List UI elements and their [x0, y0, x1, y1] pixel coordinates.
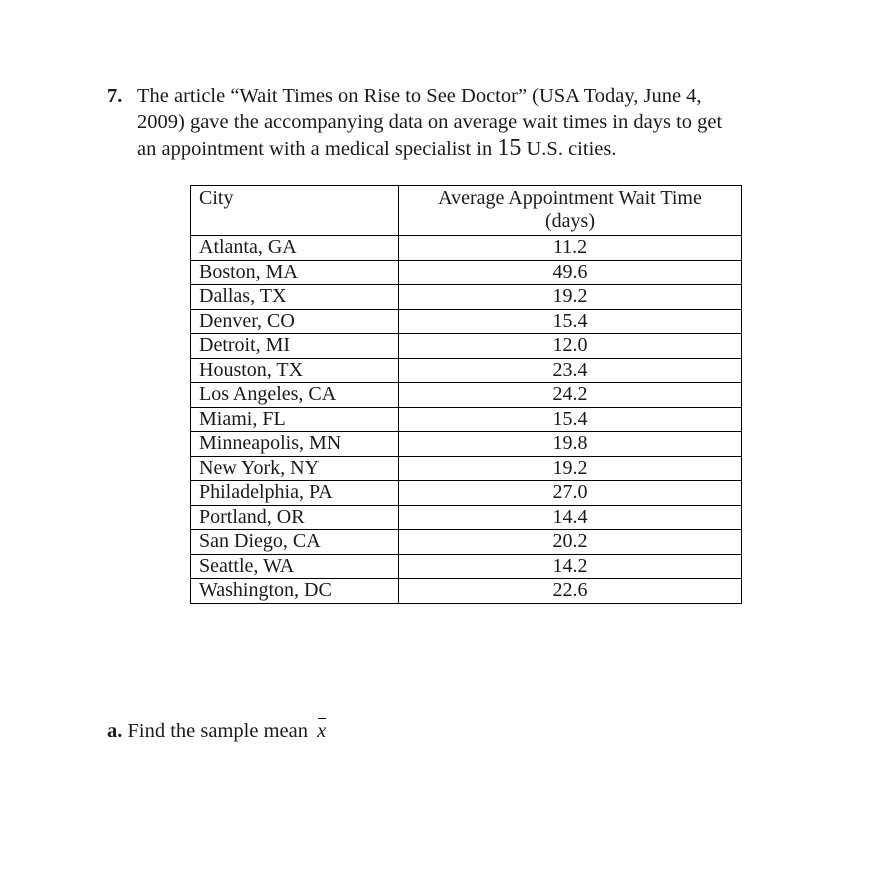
table-row [191, 456, 742, 481]
table-body [191, 236, 742, 604]
problem-line-3-end: U.S. cities. [521, 138, 617, 160]
table-row [191, 260, 742, 285]
city-cell: Seattle, WA [191, 554, 399, 579]
problem-number: 7. [107, 85, 123, 107]
wait-time-cell: 24.2 [399, 383, 742, 408]
table-row [191, 505, 742, 530]
city-cell: Minneapolis, MN [191, 432, 399, 457]
problem-text [137, 83, 767, 162]
wait-time-cell: 23.4 [399, 358, 742, 383]
wait-time-cell: 15.4 [399, 407, 742, 432]
city-cell: Portland, OR [191, 505, 399, 530]
table-row [191, 579, 742, 604]
problem-statement [107, 83, 767, 162]
wait-time-cell: 12.0 [399, 334, 742, 359]
table-row [191, 358, 742, 383]
city-cell: Dallas, TX [191, 285, 399, 310]
wait-time-cell: 20.2 [399, 530, 742, 555]
city-cell: San Diego, CA [191, 530, 399, 555]
city-cell: Los Angeles, CA [191, 383, 399, 408]
table-row [191, 530, 742, 555]
part-a [107, 717, 326, 743]
table-row [191, 407, 742, 432]
city-cell: New York, NY [191, 456, 399, 481]
table-row [191, 383, 742, 408]
city-column-header: City [191, 186, 399, 236]
wait-time-cell: 27.0 [399, 481, 742, 506]
wait-times-table [190, 185, 742, 604]
sample-mean-symbol: x [317, 717, 326, 743]
part-a-label: a. [107, 720, 123, 742]
city-cell: Miami, FL [191, 407, 399, 432]
city-cell: Denver, CO [191, 309, 399, 334]
problem-line-2: 2009) gave the accompanying data on average wait times in days to get [137, 111, 723, 133]
city-cell: Detroit, MI [191, 334, 399, 359]
city-cell: Atlanta, GA [191, 236, 399, 261]
table-row [191, 554, 742, 579]
wait-time-column-header [399, 186, 742, 236]
city-count: 15 [497, 135, 522, 161]
table-row [191, 481, 742, 506]
table-row [191, 432, 742, 457]
part-a-text: Find the sample mean [127, 720, 314, 742]
wait-time-cell: 15.4 [399, 309, 742, 334]
table-row [191, 309, 742, 334]
table-header-row [191, 186, 742, 236]
table-row [191, 334, 742, 359]
wait-header-line-2: (days) [545, 210, 595, 232]
problem-line-3 [137, 135, 767, 162]
problem-line-1: The article “Wait Times on Rise to See Doctor” (USA Today, June 4, [137, 85, 702, 107]
city-cell: Boston, MA [191, 260, 399, 285]
wait-time-cell: 14.4 [399, 505, 742, 530]
wait-header-line-1: Average Appointment Wait Time [438, 187, 702, 209]
table-row [191, 236, 742, 261]
city-cell: Houston, TX [191, 358, 399, 383]
wait-time-cell: 14.2 [399, 554, 742, 579]
wait-time-cell: 11.2 [399, 236, 742, 261]
city-cell: Washington, DC [191, 579, 399, 604]
wait-time-cell: 49.6 [399, 260, 742, 285]
wait-time-cell: 19.8 [399, 432, 742, 457]
wait-time-cell: 19.2 [399, 285, 742, 310]
table-row [191, 285, 742, 310]
wait-time-cell: 22.6 [399, 579, 742, 604]
wait-time-cell: 19.2 [399, 456, 742, 481]
city-cell: Philadelphia, PA [191, 481, 399, 506]
problem-line-3-start: an appointment with a medical specialist in [137, 138, 498, 160]
